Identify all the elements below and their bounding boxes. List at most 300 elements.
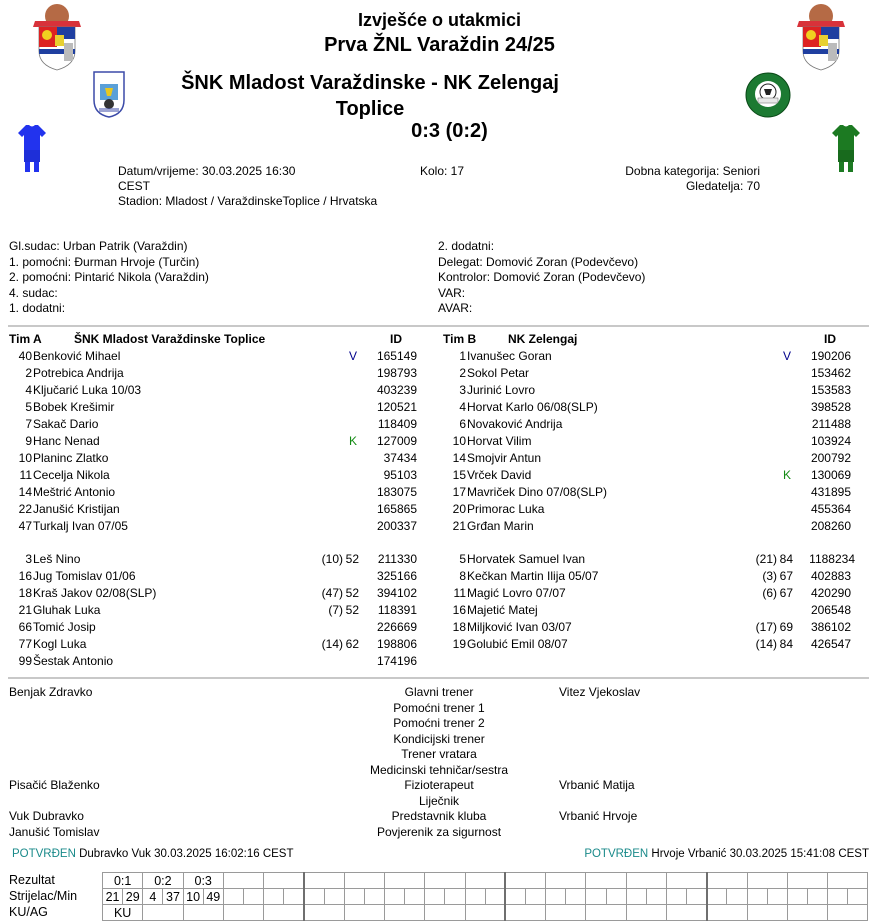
staff-role-label: Glavni trener bbox=[404, 685, 474, 699]
player-number: 1 bbox=[459, 349, 466, 363]
player-id: 455364 bbox=[810, 502, 851, 516]
match-title-line1: ŠNK Mladost Varaždinske - NK Zelengaj bbox=[181, 72, 559, 94]
divider bbox=[8, 677, 869, 679]
ku-ag-cell bbox=[425, 905, 465, 921]
substitution-minute: 84 bbox=[779, 552, 793, 566]
match-datetime: Datum/vrijeme: 30.03.2025 16:30 bbox=[118, 164, 296, 178]
player-id: 165149 bbox=[376, 349, 417, 363]
scorer-minute-cell bbox=[284, 889, 304, 905]
scorer-minute-cell bbox=[324, 889, 344, 905]
scorer-number-cell bbox=[264, 889, 284, 905]
scorer-number-cell: 10 bbox=[183, 889, 203, 905]
score-grid-labels bbox=[9, 872, 77, 920]
player-number: 21 bbox=[18, 603, 32, 617]
scorer-number-cell bbox=[344, 889, 364, 905]
away-confirmed-status: POTVRĐEN bbox=[584, 848, 649, 860]
scorer-minute-cell bbox=[767, 889, 787, 905]
player-number: 22 bbox=[18, 502, 32, 516]
player-number: 40 bbox=[18, 349, 32, 363]
player-row bbox=[443, 348, 863, 365]
home-staff-name: Vuk Dubravko bbox=[9, 809, 84, 823]
replaced-player-number: (47) bbox=[321, 586, 343, 600]
player-id: 183075 bbox=[376, 485, 417, 499]
home-club-logo-icon bbox=[91, 70, 127, 118]
ku-ag-cell bbox=[666, 905, 706, 921]
player-number: 15 bbox=[452, 468, 466, 482]
player-row bbox=[443, 382, 863, 399]
official-main-referee: Gl.sudac: Urban Patrik (Varaždin) bbox=[9, 239, 188, 253]
player-id: 95103 bbox=[383, 468, 417, 482]
scorer-number-cell bbox=[465, 889, 485, 905]
away-staff-name: Vitez Vjekoslav bbox=[559, 685, 641, 699]
match-info-right bbox=[625, 164, 760, 194]
scorer-number-cell bbox=[626, 889, 646, 905]
player-name: Bobek Krešimir bbox=[33, 400, 115, 414]
home-confirmed-status: POTVRĐEN bbox=[12, 848, 76, 860]
scorer-number-cell bbox=[546, 889, 566, 905]
team-a-name: ŠNK Mladost Varaždinske Toplice bbox=[74, 332, 266, 346]
staff-role-label: Fizioterapeut bbox=[404, 778, 474, 792]
staff-role-label: Trener vratara bbox=[401, 747, 477, 761]
player-id: 118391 bbox=[377, 603, 417, 617]
player-row bbox=[443, 467, 863, 484]
player-number: 66 bbox=[18, 620, 32, 634]
home-confirmed-by: Dubravko Vuk 30.03.2025 16:02:16 CEST bbox=[79, 848, 294, 860]
player-name: Primorac Luka bbox=[467, 502, 545, 516]
player-number: 18 bbox=[452, 620, 466, 634]
substitution-minute: 67 bbox=[779, 569, 793, 583]
away-staff-name: Vrbanić Hrvoje bbox=[559, 809, 638, 823]
team-a-id-header: ID bbox=[390, 332, 402, 346]
official-additional-2: 2. dodatni: bbox=[438, 239, 495, 253]
player-id: 130069 bbox=[810, 468, 851, 482]
scorer-number-cell bbox=[747, 889, 767, 905]
scorer-minute-cell bbox=[445, 889, 465, 905]
player-number: 14 bbox=[452, 451, 466, 465]
home-staff-name: Benjak Zdravko bbox=[9, 685, 93, 699]
player-id: 325166 bbox=[376, 569, 417, 583]
staff-role-label: Pomoćni trener 1 bbox=[393, 700, 485, 715]
player-id: 402883 bbox=[810, 569, 851, 583]
player-number: 10 bbox=[18, 451, 32, 465]
sub-player-row bbox=[9, 636, 434, 653]
player-id: 190206 bbox=[810, 349, 851, 363]
player-row bbox=[9, 467, 429, 484]
scorer-minute-cell bbox=[687, 889, 707, 905]
official-delegate: Delegat: Domović Zoran (Podevčevo) bbox=[438, 254, 639, 269]
result-cell bbox=[384, 873, 424, 889]
home-staff-name: Pisačić Blaženko bbox=[9, 778, 100, 792]
match-round: Kolo: 17 bbox=[420, 164, 465, 178]
scorer-minute-cell: 49 bbox=[203, 889, 223, 905]
sub-player-row bbox=[9, 602, 434, 619]
county-crest-icon bbox=[795, 3, 847, 71]
replaced-player-number: (3) bbox=[762, 569, 777, 583]
player-name: Ključarić Luka 10/03 bbox=[33, 383, 142, 397]
player-row bbox=[443, 399, 863, 416]
sub-player-row bbox=[9, 585, 434, 602]
result-cell bbox=[264, 873, 304, 889]
player-name: Sokol Petar bbox=[467, 366, 530, 380]
player-name: Horvatek Samuel Ivan bbox=[467, 552, 586, 566]
player-id: 226669 bbox=[376, 620, 417, 634]
scorer-number-cell: 4 bbox=[143, 889, 163, 905]
divider bbox=[8, 325, 869, 327]
age-category: Dobna kategorija: Seniori bbox=[625, 164, 760, 178]
sub-player-row bbox=[9, 551, 434, 568]
ku-ag-cell bbox=[183, 905, 223, 921]
player-name: Sakač Dario bbox=[33, 417, 99, 431]
player-number: 6 bbox=[459, 417, 466, 431]
ku-ag-cell bbox=[707, 905, 747, 921]
player-row bbox=[443, 518, 863, 535]
player-number: 18 bbox=[18, 586, 32, 600]
goalkeeper-marker: V bbox=[349, 349, 358, 363]
scorer-minute-cell bbox=[848, 889, 868, 905]
result-cell: 0:2 bbox=[143, 873, 183, 889]
home-staff-name: Janušić Tomislav bbox=[9, 824, 100, 839]
player-name: Kogl Luka bbox=[33, 637, 87, 651]
away-kit-icon bbox=[831, 124, 861, 172]
ku-ag-cell bbox=[586, 905, 626, 921]
player-id: 426547 bbox=[810, 637, 851, 651]
attendance: Gledatelja: 70 bbox=[685, 179, 760, 193]
official-assistant-2: 2. pomoćni: Pintarić Nikola (Varaždin) bbox=[9, 270, 209, 284]
team-a-header bbox=[9, 331, 42, 348]
result-cell bbox=[304, 873, 344, 889]
result-cell bbox=[787, 873, 827, 889]
scorer-minute-cell bbox=[525, 889, 545, 905]
replaced-player-number: (10) bbox=[321, 552, 343, 566]
match-stadium: Stadion: Mladost / VaraždinskeToplice / Hrvatska bbox=[118, 194, 378, 208]
match-info-left bbox=[118, 164, 377, 209]
player-id: 165865 bbox=[376, 502, 417, 516]
player-id: 198806 bbox=[376, 637, 417, 651]
home-confirmation bbox=[12, 848, 294, 860]
player-number: 99 bbox=[18, 654, 32, 668]
player-name: Šestak Antonio bbox=[33, 654, 114, 668]
sub-player-row bbox=[443, 568, 868, 585]
player-name: Miljković Ivan 03/07 bbox=[467, 620, 572, 634]
team-b-name: NK Zelengaj bbox=[508, 332, 578, 346]
scorer-minute-cell bbox=[364, 889, 384, 905]
sub-player-row bbox=[443, 619, 868, 636]
sub-player-row bbox=[9, 653, 434, 670]
substitution-minute: 69 bbox=[779, 620, 793, 634]
player-name: Grđan Marin bbox=[467, 519, 534, 533]
player-name: Smojvir Antun bbox=[467, 451, 542, 465]
player-name: Horvat Karlo 06/08(SLP) bbox=[467, 400, 598, 414]
score-grid bbox=[102, 872, 868, 921]
scorer-number-cell bbox=[586, 889, 606, 905]
captain-marker: K bbox=[349, 434, 358, 448]
replaced-player-number: (21) bbox=[755, 552, 777, 566]
player-number: 19 bbox=[452, 637, 466, 651]
scorer-minute-cell bbox=[405, 889, 425, 905]
away-confirmation bbox=[584, 848, 869, 860]
official-assistant-1: 1. pomoćni: Đurman Hrvoje (Turčin) bbox=[9, 254, 200, 269]
player-id: 403239 bbox=[376, 383, 417, 397]
player-id: 200792 bbox=[810, 451, 851, 465]
result-cell bbox=[586, 873, 626, 889]
player-row bbox=[9, 450, 429, 467]
staff-role-label: Povjerenik za sigurnost bbox=[376, 824, 502, 839]
label-result: Rezultat bbox=[9, 873, 55, 887]
substitution-minute: 62 bbox=[345, 637, 359, 651]
away-staff-name: Vrbanić Matija bbox=[559, 778, 635, 792]
official-fourth: 4. sudac: bbox=[9, 285, 58, 300]
scorer-minute-cell: 29 bbox=[123, 889, 143, 905]
ku-ag-cell bbox=[223, 905, 263, 921]
result-cell bbox=[707, 873, 747, 889]
label-ku-ag: KU/AG bbox=[9, 905, 48, 919]
match-title-line2: Toplice bbox=[335, 98, 405, 120]
player-name: Jug Tomislav 01/06 bbox=[33, 569, 136, 583]
scorer-minute-cell bbox=[243, 889, 263, 905]
officials-left bbox=[9, 239, 209, 317]
player-name: Cecelja Nikola bbox=[33, 468, 110, 482]
officials-right bbox=[438, 239, 645, 317]
player-number: 10 bbox=[452, 434, 466, 448]
player-name: Jurinić Lovro bbox=[467, 383, 536, 397]
player-id: 208260 bbox=[810, 519, 851, 533]
official-var: VAR: bbox=[438, 285, 466, 300]
staff-role-label: Predstavnik kluba bbox=[391, 809, 487, 823]
result-cell bbox=[546, 873, 586, 889]
player-number: 3 bbox=[459, 383, 466, 397]
ku-ag-cell bbox=[344, 905, 384, 921]
player-name: Leš Nino bbox=[33, 552, 81, 566]
player-row bbox=[9, 433, 429, 450]
result-cell bbox=[425, 873, 465, 889]
replaced-player-number: (6) bbox=[762, 586, 777, 600]
player-name: Novaković Andrija bbox=[467, 417, 563, 431]
staff-role-label: Pomoćni trener 2 bbox=[393, 716, 485, 730]
player-row bbox=[443, 365, 863, 382]
player-id: 211488 bbox=[811, 417, 851, 431]
scorer-minute-cell bbox=[566, 889, 586, 905]
player-name: Magić Lovro 07/07 bbox=[467, 586, 566, 600]
player-row bbox=[443, 433, 863, 450]
scorer-number-cell bbox=[666, 889, 686, 905]
player-id: 394102 bbox=[376, 586, 417, 600]
player-id: 1188234 bbox=[809, 552, 855, 566]
player-name: Kečkan Martin Ilija 05/07 bbox=[467, 569, 599, 583]
player-number: 4 bbox=[25, 383, 32, 397]
result-cell: 0:1 bbox=[103, 873, 143, 889]
player-name: Ivanušec Goran bbox=[467, 349, 552, 363]
substitution-minute: 52 bbox=[345, 552, 359, 566]
player-row bbox=[443, 450, 863, 467]
player-number: 9 bbox=[25, 434, 32, 448]
ku-ag-cell bbox=[465, 905, 505, 921]
ku-ag-cell bbox=[264, 905, 304, 921]
player-number: 5 bbox=[25, 400, 32, 414]
sub-player-row bbox=[443, 551, 868, 568]
player-row bbox=[9, 484, 429, 501]
player-number: 11 bbox=[19, 468, 32, 482]
player-id: 200337 bbox=[376, 519, 417, 533]
scorer-number-cell bbox=[223, 889, 243, 905]
staff-role-label: Liječnik bbox=[418, 793, 460, 808]
player-name: Tomić Josip bbox=[33, 620, 96, 634]
county-crest-icon bbox=[31, 3, 83, 71]
match-timezone: CEST bbox=[118, 179, 151, 193]
scorer-number-cell bbox=[828, 889, 848, 905]
substitution-minute: 52 bbox=[345, 586, 359, 600]
team-b-label: Tim B bbox=[443, 332, 477, 346]
player-name: Potrebica Andrija bbox=[33, 366, 124, 380]
result-cell bbox=[505, 873, 545, 889]
final-score: 0:3 (0:2) bbox=[411, 120, 488, 142]
player-number: 7 bbox=[25, 417, 32, 431]
player-number: 21 bbox=[452, 519, 466, 533]
player-number: 11 bbox=[453, 586, 466, 600]
player-number: 20 bbox=[452, 502, 466, 516]
player-name: Mavriček Dino 07/08(SLP) bbox=[467, 485, 608, 499]
player-id: 174196 bbox=[376, 654, 417, 668]
ku-ag-cell: KU bbox=[103, 905, 143, 921]
player-id: 431895 bbox=[810, 485, 851, 499]
player-row bbox=[9, 501, 429, 518]
player-name: Benković Mihael bbox=[33, 349, 121, 363]
player-row bbox=[443, 484, 863, 501]
result-cell bbox=[666, 873, 706, 889]
team-a-label: Tim A bbox=[9, 332, 42, 346]
scorer-minute-cell: 37 bbox=[163, 889, 183, 905]
scorer-number-cell: 21 bbox=[103, 889, 123, 905]
player-row bbox=[443, 501, 863, 518]
player-id: 420290 bbox=[810, 586, 851, 600]
result-cell bbox=[626, 873, 666, 889]
player-id: 153583 bbox=[810, 383, 851, 397]
ku-ag-cell bbox=[626, 905, 666, 921]
result-cell bbox=[223, 873, 263, 889]
ku-ag-cell bbox=[828, 905, 868, 921]
ku-ag-cell bbox=[787, 905, 827, 921]
player-name: Majetić Matej bbox=[467, 603, 538, 617]
result-cell bbox=[828, 873, 868, 889]
player-id: 120521 bbox=[376, 400, 417, 414]
player-row bbox=[9, 416, 429, 433]
sub-player-row bbox=[443, 602, 868, 619]
player-id: 103924 bbox=[810, 434, 851, 448]
goalkeeper-marker: V bbox=[783, 349, 792, 363]
player-name: Turkalj Ivan 07/05 bbox=[33, 519, 128, 533]
player-name: Horvat Vilim bbox=[467, 434, 532, 448]
player-row bbox=[9, 348, 429, 365]
player-name: Gluhak Luka bbox=[33, 603, 101, 617]
player-id: 37434 bbox=[383, 451, 417, 465]
result-cell bbox=[344, 873, 384, 889]
player-number: 16 bbox=[18, 569, 32, 583]
ku-ag-cell bbox=[143, 905, 183, 921]
substitution-minute: 52 bbox=[345, 603, 359, 617]
official-avar: AVAR: bbox=[438, 301, 473, 315]
scorer-number-cell bbox=[505, 889, 525, 905]
player-number: 16 bbox=[452, 603, 466, 617]
scorer-number-cell bbox=[787, 889, 807, 905]
report-title: Izvješće o utakmici bbox=[357, 10, 522, 30]
official-controller: Kontrolor: Domović Zoran (Podevčevo) bbox=[438, 270, 646, 284]
sub-player-row bbox=[9, 568, 434, 585]
player-name: Janušić Kristijan bbox=[33, 502, 120, 516]
player-number: 14 bbox=[18, 485, 32, 499]
player-number: 4 bbox=[459, 400, 466, 414]
scorer-number-cell bbox=[304, 889, 324, 905]
player-number: 17 bbox=[452, 485, 466, 499]
scorer-row bbox=[103, 889, 868, 905]
label-scorer-min: Strijelac/Min bbox=[9, 889, 78, 903]
replaced-player-number: (14) bbox=[321, 637, 343, 651]
ku-ag-cell bbox=[505, 905, 545, 921]
player-row bbox=[443, 416, 863, 433]
player-id: 127009 bbox=[376, 434, 417, 448]
result-cell: 0:3 bbox=[183, 873, 223, 889]
sub-player-row bbox=[443, 585, 868, 602]
substitution-minute: 67 bbox=[779, 586, 793, 600]
league-title: Prva ŽNL Varaždin 24/25 bbox=[324, 34, 555, 56]
scorer-number-cell bbox=[384, 889, 404, 905]
ku-ag-cell bbox=[304, 905, 344, 921]
player-id: 386102 bbox=[810, 620, 851, 634]
player-row bbox=[9, 399, 429, 416]
player-id: 398528 bbox=[810, 400, 851, 414]
player-row bbox=[9, 382, 429, 399]
result-cell bbox=[465, 873, 505, 889]
staff-role-label: Medicinski tehničar/sestra bbox=[369, 762, 509, 777]
scorer-minute-cell bbox=[807, 889, 827, 905]
sub-player-row bbox=[9, 619, 434, 636]
result-row bbox=[103, 873, 868, 889]
player-id: 118409 bbox=[377, 417, 417, 431]
player-number: 47 bbox=[18, 519, 32, 533]
player-row bbox=[9, 518, 429, 535]
team-b-id-header: ID bbox=[824, 332, 836, 346]
player-number: 3 bbox=[25, 552, 32, 566]
ku-ag-cell bbox=[546, 905, 586, 921]
player-name: Hanc Nenad bbox=[33, 434, 100, 448]
ku-ag-cell bbox=[384, 905, 424, 921]
scorer-minute-cell bbox=[485, 889, 505, 905]
player-name: Kraš Jakov 02/08(SLP) bbox=[33, 586, 157, 600]
staff-role-label: Kondicijski trener bbox=[393, 731, 485, 746]
match-title bbox=[150, 70, 590, 122]
player-id: 153462 bbox=[810, 366, 851, 380]
player-number: 77 bbox=[18, 637, 32, 651]
captain-marker: K bbox=[783, 468, 792, 482]
replaced-player-number: (14) bbox=[755, 637, 777, 651]
official-additional-1: 1. dodatni: bbox=[9, 301, 66, 315]
player-number: 2 bbox=[459, 366, 466, 380]
away-club-logo-icon bbox=[745, 72, 791, 118]
player-name: Golubić Emil 08/07 bbox=[467, 637, 568, 651]
away-confirmed-by: Hrvoje Vrbanić 30.03.2025 15:41:08 CEST bbox=[651, 848, 869, 860]
player-number: 2 bbox=[25, 366, 32, 380]
replaced-player-number: (7) bbox=[328, 603, 343, 617]
player-id: 206548 bbox=[810, 603, 851, 617]
replaced-player-number: (17) bbox=[755, 620, 777, 634]
player-id: 198793 bbox=[376, 366, 417, 380]
player-number: 5 bbox=[459, 552, 466, 566]
scorer-minute-cell bbox=[606, 889, 626, 905]
player-number: 8 bbox=[459, 569, 466, 583]
player-row bbox=[9, 365, 429, 382]
scorer-minute-cell bbox=[727, 889, 747, 905]
player-id: 211330 bbox=[377, 552, 417, 566]
sub-player-row bbox=[443, 636, 868, 653]
home-kit-icon bbox=[17, 124, 47, 172]
